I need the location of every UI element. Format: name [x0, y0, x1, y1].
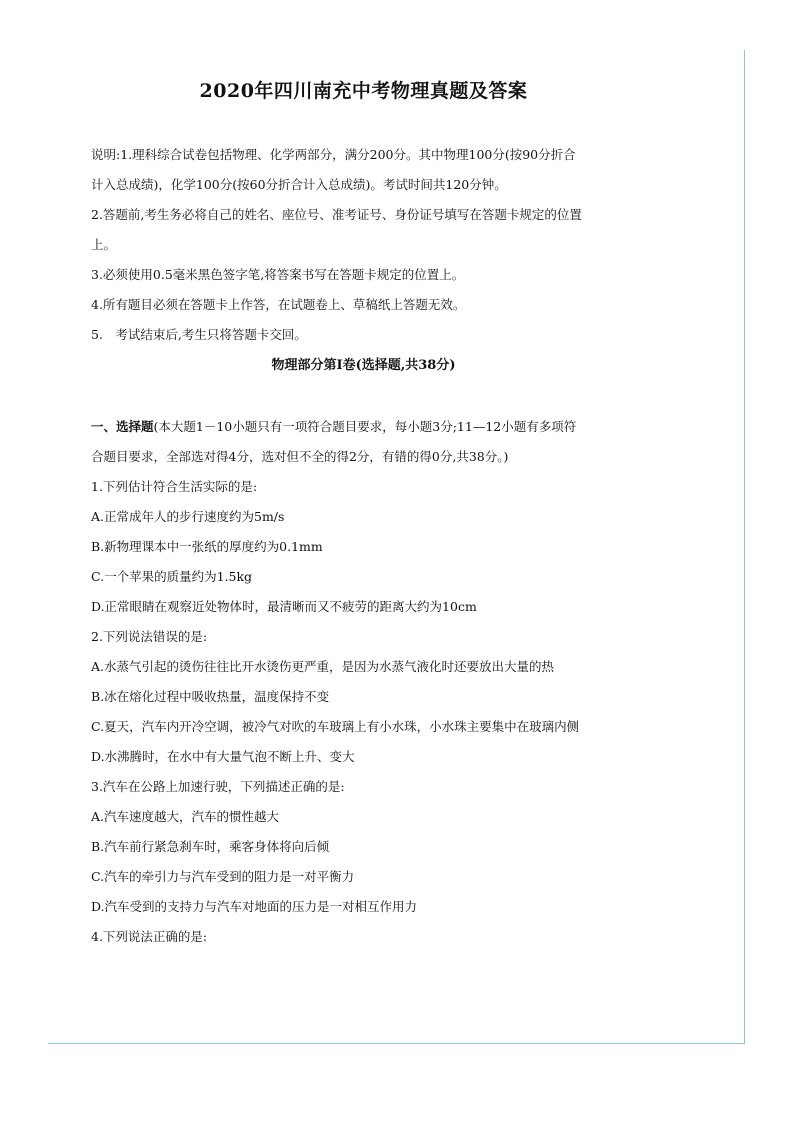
instruction-line: 说明:1.理科综合试卷包括物理、化学两部分，满分200分。其中物理100分(按90分折合: [91, 147, 576, 162]
question-option: B.冰在熔化过程中吸收热量，温度保持不变: [91, 689, 330, 704]
question-option: C.一个苹果的质量约为1.5kg: [91, 569, 253, 584]
question-option: B.新物理课本中一张纸的厚度约为0.1mm: [91, 539, 323, 554]
question-option: A.水蒸气引起的烫伤往往比开水烫伤更严重，是因为水蒸气液化时还要放出大量的热: [91, 659, 555, 674]
page-border-right: [744, 50, 745, 1043]
question-stem: 1.下列估计符合生活实际的是:: [91, 479, 258, 494]
question-option: D.汽车受到的支持力与汽车对地面的压力是一对相互作用力: [91, 899, 418, 914]
section-description: (本大题1－10小题只有一项符合题目要求，每小题3分;11—12小题有多项符: [153, 419, 577, 434]
question-option: C.汽车的牵引力与汽车受到的阻力是一对平衡力: [91, 869, 355, 884]
document-title: 2020年四川南充中考物理真题及答案: [199, 80, 528, 102]
question-option: D.水沸腾时，在水中有大量气泡不断上升、变大: [91, 749, 355, 764]
page-border-bottom: [48, 1043, 745, 1044]
question-option: A.正常成年人的步行速度约为5m/s: [91, 509, 285, 524]
question-option: C.夏天，汽车内开冷空调，被冷气对吹的车玻璃上有小水珠，小水珠主要集中在玻璃内侧: [91, 719, 580, 734]
instruction-line: 2.答题前,考生务必将自己的姓名、座位号、准考证号、身份证号填写在答题卡规定的位置: [91, 207, 582, 222]
question-option: A.汽车速度越大，汽车的惯性越大: [91, 809, 280, 824]
question-stem: 2.下列说法错误的是:: [91, 629, 208, 644]
question-option: D.正常眼睛在观察近处物体时，最清晰而又不疲劳的距离大约为10cm: [91, 599, 477, 614]
instruction-line: 5. 考试结束后,考生只将答题卡交回。: [91, 327, 307, 342]
section-intro: [91, 418, 576, 436]
instruction-line: 3.必须使用0.5毫米黑色签字笔,将答案书写在答题卡规定的位置上。: [91, 267, 465, 282]
question-stem: 3.汽车在公路上加速行驶，下列描述正确的是:: [91, 779, 345, 794]
section-label: 一、选择题: [91, 419, 154, 434]
instruction-line: 4.所有题目必须在答题卡上作答，在试题卷上、草稿纸上答题无效。: [91, 297, 466, 312]
question-option: B.汽车前行紧急刹车时，乘客身体将向后倾: [91, 839, 330, 854]
part-heading: 物理部分第Ⅰ卷(选择题,共38分): [271, 358, 456, 373]
instruction-line: 上。: [91, 237, 117, 252]
instruction-line: 计入总成绩)，化学100分(按60分折合计入总成绩)。考试时间共120分钟。: [91, 177, 507, 192]
section-description-cont: 合题目要求，全部选对得4分，选对但不全的得2分，有错的得0分,共38分。): [91, 449, 509, 464]
question-stem: 4.下列说法正确的是:: [91, 929, 208, 944]
